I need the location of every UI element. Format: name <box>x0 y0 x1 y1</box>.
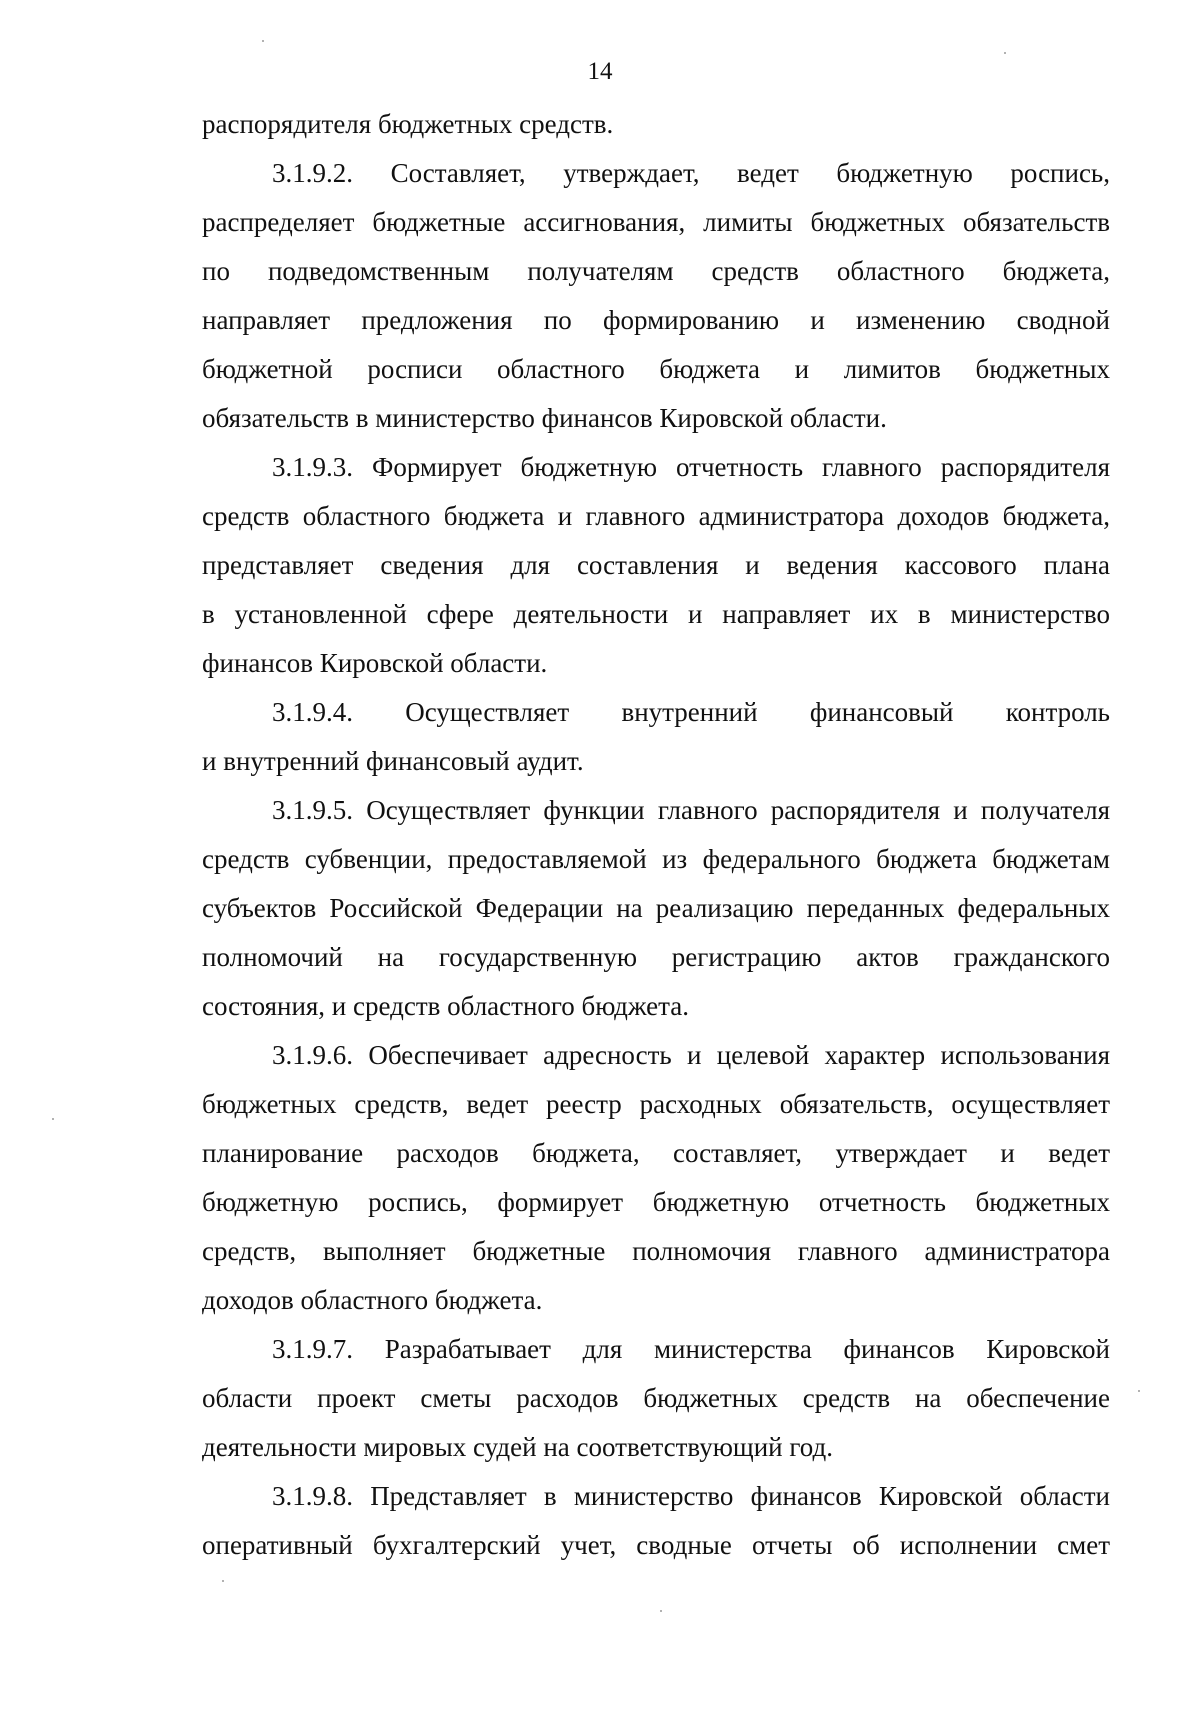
paragraph-3-1-9-5 <box>202 786 1110 1031</box>
paragraph-line: 3.1.9.2. Составляет, утверждает, ведет бюджетную роспись, <box>272 158 1110 188</box>
scan-speck <box>52 1118 54 1120</box>
paragraph-line: 3.1.9.7. Разрабатывает для министерства финансов Кировской <box>272 1334 1110 1364</box>
paragraph-line: обязательств в министерство финансов Кировской области. <box>202 403 887 433</box>
paragraph-line: и внутренний финансовый аудит. <box>202 746 584 776</box>
paragraph-3-1-9-4 <box>202 688 1110 786</box>
paragraph-3-1-9-2 <box>202 149 1110 443</box>
paragraph-line: распорядителя бюджетных средств. <box>202 109 614 139</box>
paragraph-line: доходов областного бюджета. <box>202 1285 543 1315</box>
paragraph-line: по подведомственным получателям средств областного бюджета, <box>202 256 1110 286</box>
paragraph-line: 3.1.9.3. Формирует бюджетную отчетность главного распорядителя <box>272 452 1110 482</box>
paragraph-line: 3.1.9.5. Осуществляет функции главного распорядителя и получателя <box>272 795 1110 825</box>
scan-speck <box>1004 52 1006 54</box>
paragraph-line: полномочий на государственную регистрацию актов гражданского <box>202 942 1110 972</box>
paragraph-line: в установленной сфере деятельности и направляет их в министерство <box>202 599 1110 629</box>
paragraph-line: финансов Кировской области. <box>202 648 548 678</box>
paragraph-line: бюджетной росписи областного бюджета и лимитов бюджетных <box>202 354 1110 384</box>
paragraph-3-1-9-3 <box>202 443 1110 688</box>
paragraph-line: представляет сведения для составления и ведения кассового плана <box>202 550 1110 580</box>
paragraph-3-1-9-8 <box>202 1472 1110 1570</box>
scan-speck <box>660 1610 662 1612</box>
paragraph-line: распределяет бюджетные ассигнования, лимиты бюджетных обязательств <box>202 207 1110 237</box>
scan-speck <box>222 1580 224 1582</box>
paragraph-line: средств, выполняет бюджетные полномочия главного администратора <box>202 1236 1110 1266</box>
paragraph-3-1-9-6 <box>202 1031 1110 1325</box>
paragraph-line: планирование расходов бюджета, составляет, утверждает и ведет <box>202 1138 1110 1168</box>
paragraph-line: деятельности мировых судей на соответствующий год. <box>202 1432 833 1462</box>
paragraph-3-1-9-7 <box>202 1325 1110 1472</box>
scan-speck <box>1138 1390 1140 1392</box>
paragraph-line: 3.1.9.8. Представляет в министерство финансов Кировской области <box>272 1481 1110 1511</box>
scan-speck <box>262 40 264 42</box>
paragraph-line: средств субвенции, предоставляемой из федерального бюджета бюджетам <box>202 844 1110 874</box>
paragraph-line: бюджетных средств, ведет реестр расходных обязательств, осуществляет <box>202 1089 1110 1119</box>
paragraph-line: направляет предложения по формированию и изменению сводной <box>202 305 1110 335</box>
paragraph-line: 3.1.9.4. Осуществляет внутренний финансовый контроль <box>272 697 1110 727</box>
paragraph-line: средств областного бюджета и главного администратора доходов бюджета, <box>202 501 1110 531</box>
paragraph-line: оперативный бухгалтерский учет, сводные отчеты об исполнении смет <box>202 1530 1110 1560</box>
paragraph-line: субъектов Российской Федерации на реализацию переданных федеральных <box>202 893 1110 923</box>
paragraph-line: бюджетную роспись, формирует бюджетную отчетность бюджетных <box>202 1187 1110 1217</box>
paragraph-intro <box>202 100 1110 149</box>
paragraph-line: 3.1.9.6. Обеспечивает адресность и целевой характер использования <box>272 1040 1110 1070</box>
page-number: 14 <box>587 58 613 85</box>
document-body <box>202 100 1110 1570</box>
paragraph-line: состояния, и средств областного бюджета. <box>202 991 689 1021</box>
paragraph-line: области проект сметы расходов бюджетных средств на обеспечение <box>202 1383 1110 1413</box>
